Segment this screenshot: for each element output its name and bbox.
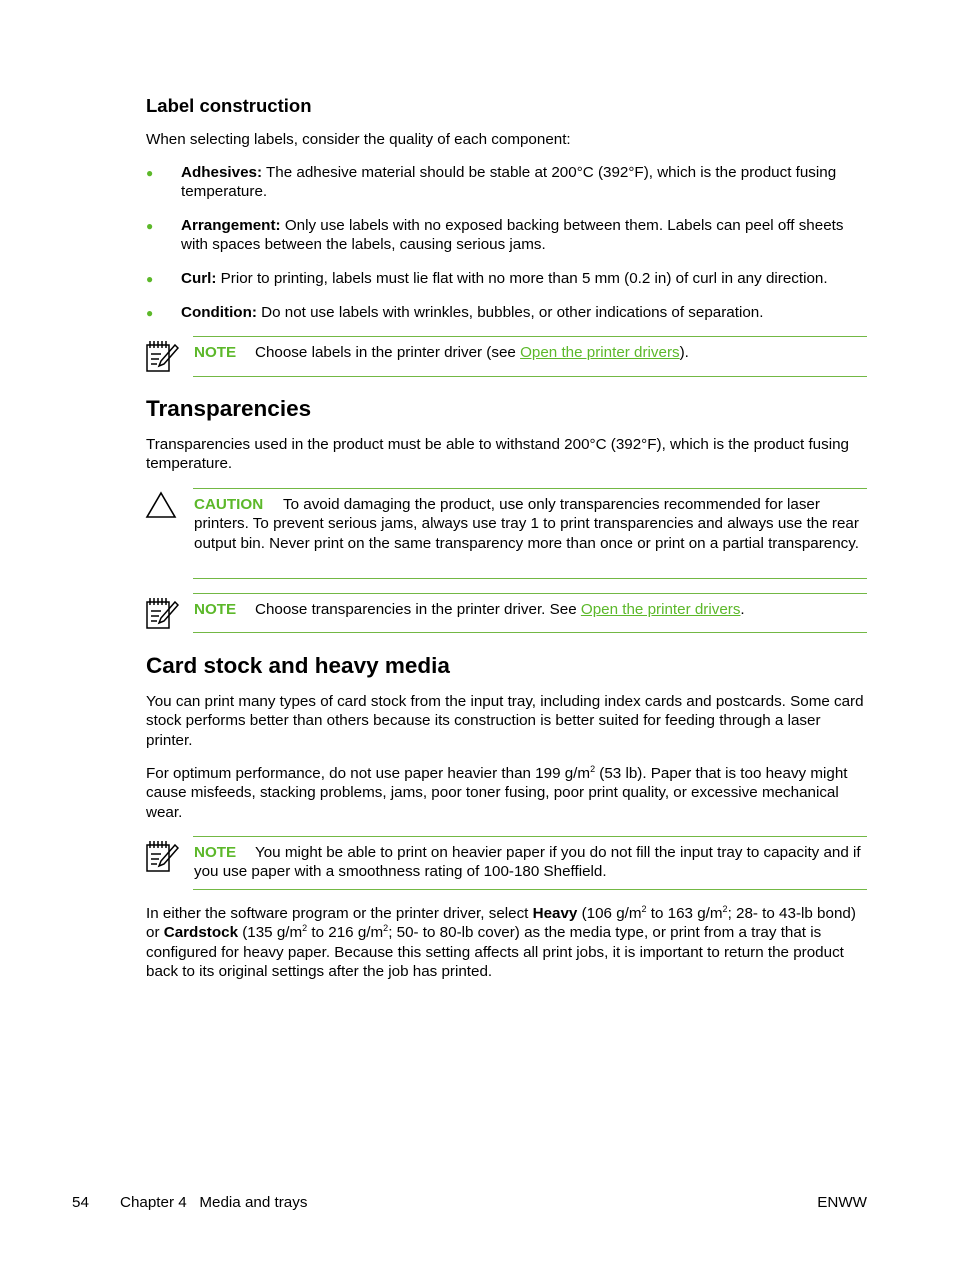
bullet-icon: ● — [146, 166, 154, 180]
section-heading-label-construction: Label construction — [146, 95, 312, 116]
note-label: NOTE — [194, 344, 237, 361]
note-pad-icon — [145, 339, 179, 377]
bullet-icon: ● — [146, 306, 154, 320]
note-rule-top — [193, 593, 867, 594]
caution-rule-top — [193, 488, 867, 489]
note-label: NOTE — [194, 844, 237, 861]
section-heading-card-stock: Card stock and heavy media — [146, 653, 450, 678]
note-rule-top — [193, 336, 867, 337]
section-heading-transparencies: Transparencies — [146, 396, 312, 421]
note-text: NOTE You might be able to print on heavier paper if you do not fill the input tray to capacity and if you use paper with a smoothness rating of 100-180 Sheffield. — [194, 844, 861, 881]
list-item: Arrangement: Only use labels with no exposed backing between them. Labels can peel off sheets with spaces between the labels, causing serious jams. — [181, 217, 844, 254]
note-rule-bottom — [193, 376, 867, 377]
bullet-icon: ● — [146, 219, 154, 233]
bullet-icon: ● — [146, 272, 154, 286]
page-number: 54 — [72, 1194, 89, 1211]
note-rule-bottom — [193, 889, 867, 890]
caution-rule-bottom — [193, 578, 867, 579]
note-pad-icon — [145, 839, 179, 877]
open-printer-drivers-link[interactable]: Open the printer drivers — [520, 344, 680, 361]
card-stock-paragraph-3: In either the software program or the printer driver, select Heavy (106 $g/m^2$ to 163 $g/m^2$; 28- to 43-lb bond) or Cardstock (135 $g/m^2$ to 216 $g/m^2$; 50- to 80-lb cover) as the media type, or print from a tray that is configured for heavy paper. Because this setting affects all print jobs, it is important to return the product back to its original settings after the job has printed. — [146, 903, 856, 981]
list-item: Condition: Do not use labels with wrinkles, bubbles, or other indications of separation. — [181, 304, 764, 321]
card-stock-paragraph-2: For optimum performance, do not use paper heavier than 199 $g/m^2$ (53 lb). Paper that is too heavy might cause misfeeds, stacking problems, jams, poor toner fusing, poor print quality, or excessive mechanical wear. — [146, 763, 848, 821]
transparencies-paragraph: Transparencies used in the product must be able to withstand 200°C (392°F), which is the product fusing temperature. — [146, 436, 849, 473]
note-label: NOTE — [194, 601, 237, 618]
caution-label: CAUTION — [194, 496, 264, 513]
list-item: Adhesives: The adhesive material should be stable at 200°C (392°F), which is the product fusing temperature. — [181, 164, 837, 201]
caution-text: CAUTION To avoid damaging the product, use only transparencies recommended for laser printers. To prevent serious jams, always use tray 1 to print transparencies and always use the rear output bin. Never print on the same transparency more than once or print on a partial transparency. — [194, 496, 859, 552]
open-printer-drivers-link[interactable]: Open the printer drivers — [580, 601, 741, 618]
list-item: Curl: Prior to printing, labels must lie flat with no more than 5 mm (0.2 in) of curl in any direction. — [181, 270, 828, 287]
note-text: NOTE Choose labels in the printer driver (see Open the printer drivers). — [194, 344, 689, 361]
note-rule-bottom — [193, 632, 867, 633]
footer-chapter: Chapter 4 Media and trays — [120, 1194, 308, 1211]
card-stock-paragraph-1: You can print many types of card stock from the input tray, including index cards and postcards. Some card stock performs better than others because its construction is better suited for feeding through a laser printer. — [146, 693, 864, 749]
note-pad-icon — [145, 596, 179, 634]
intro-text: When selecting labels, consider the quality of each component: — [146, 131, 571, 148]
warning-triangle-icon — [145, 491, 177, 523]
note-text: NOTE Choose transparencies in the printer driver. See Open the printer drivers. — [194, 601, 745, 618]
footer-enww: ENWW — [817, 1194, 867, 1211]
note-rule-top — [193, 836, 867, 837]
